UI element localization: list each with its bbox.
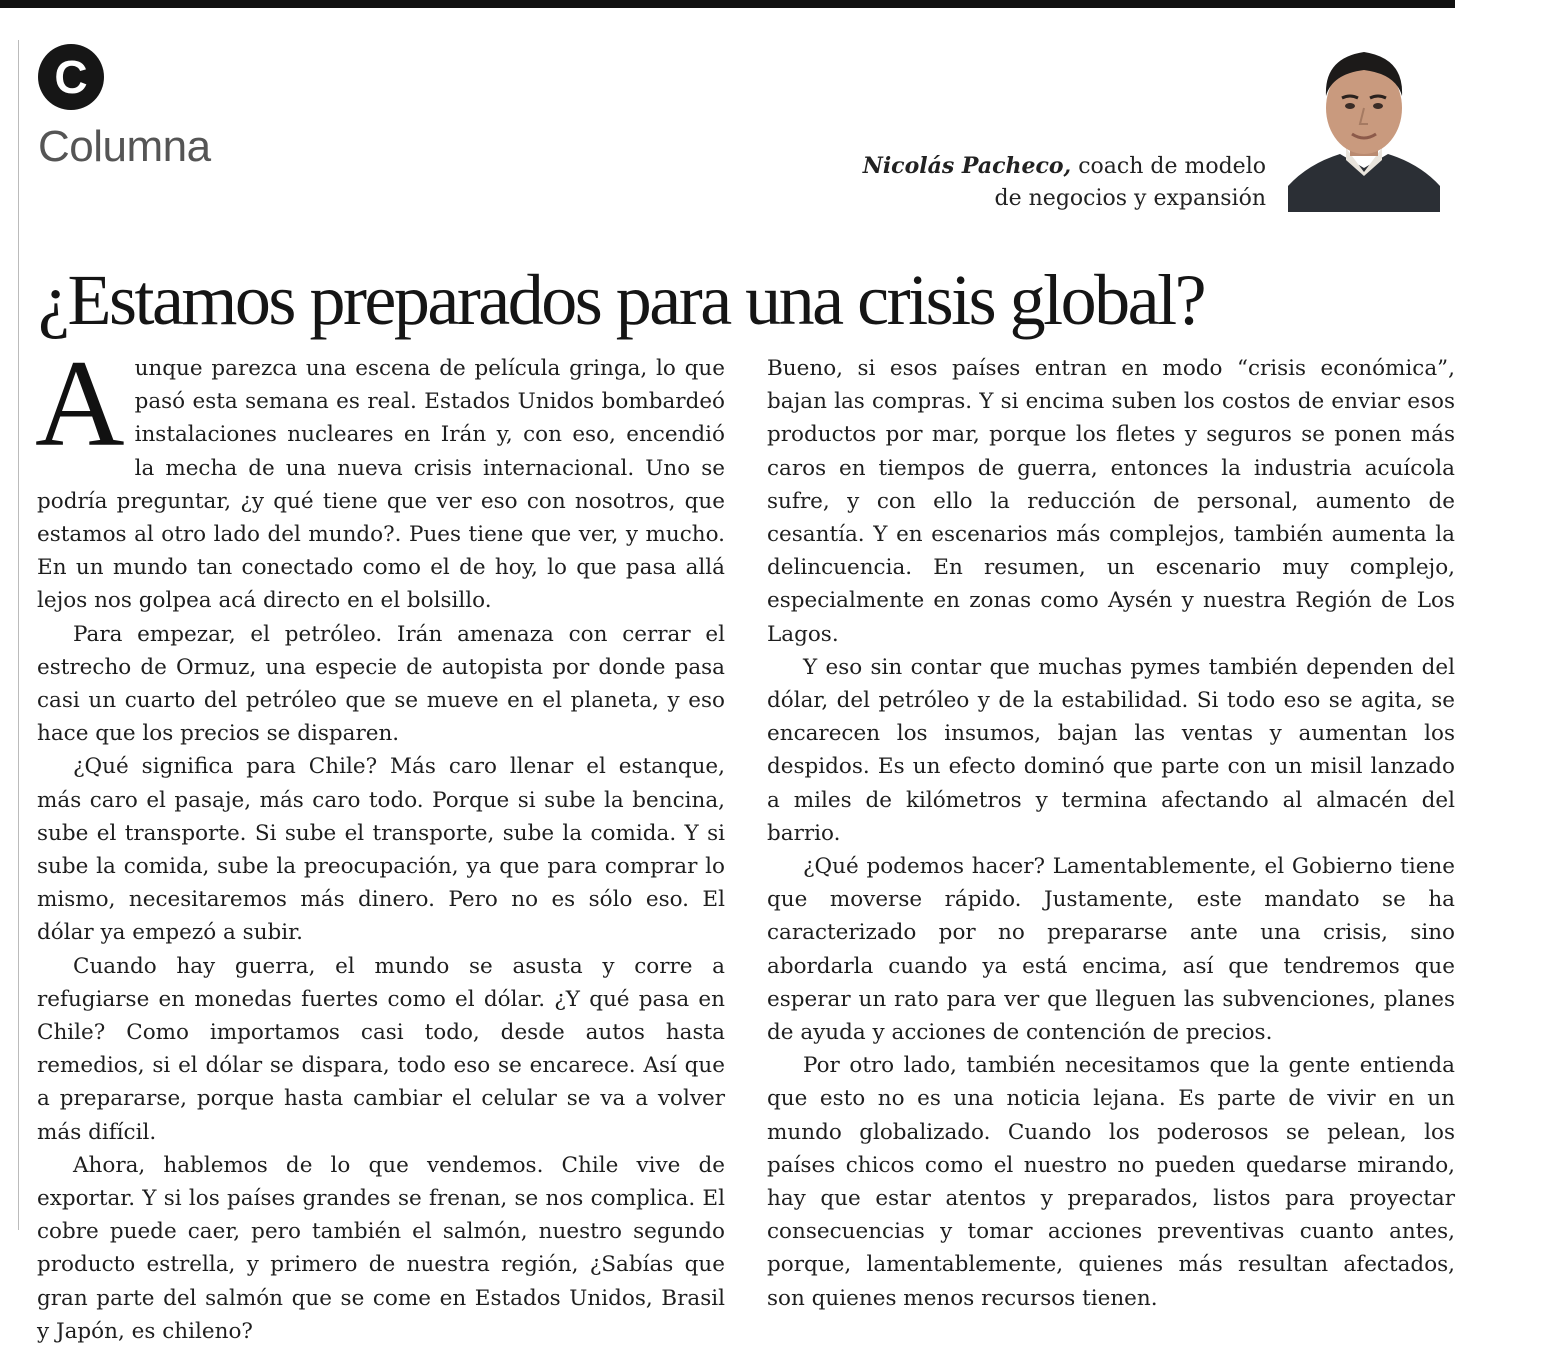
author-byline (863, 150, 1266, 215)
author-photo (1288, 36, 1440, 212)
author-role-line2: de negocios y expansión (994, 186, 1266, 211)
section-badge-letter: C (54, 51, 88, 103)
article-paragraph: Ahora, hablemos de lo que vendemos. Chile vive de exportar. Y si los países grandes se frenan, se nos complica. El cobre puede caer, pero también el salmón, nuestro segundo producto estrella, y primero de nuestra región, ¿Sabías que gran parte del salmón que se come en Estados Unidos, Brasil y Japón, es chileno? (37, 1152, 725, 1344)
article-paragraph: Por otro lado, también necesitamos que la gente entienda que esto no es una noticia lejana. Es parte de vivir en un mundo globalizado. Cuando los poderosos se pelean, los países chicos como el nuestro no pueden quedarse mirando, hay que estar atentos y preparados, listos para proyectar consecuencias y tomar acciones preventivas cuanto antes, porque, lamentablemente, quienes más resultan afectados, son quienes menos recursos tienen. (767, 1053, 1455, 1311)
drop-cap: A (35, 335, 125, 472)
article-paragraph: Cuando hay guerra, el mundo se asusta y corre a refugiarse en monedas fuertes como el dólar. ¿Y qué pasa en Chile? Como importamos casi todo, desde autos hasta remedios, si el dólar se dispara, todo eso se encarece. Así que a prepararse, porque hasta cambiar el celular se va a volver más difícil. (37, 953, 725, 1145)
section-label: Columna (38, 122, 211, 171)
article-column-left (35, 335, 725, 1348)
article-paragraph: ¿Qué podemos hacer? Lamentablemente, el Gobierno tiene que moverse rápido. Justamente, este mandato se ha caracterizado por no prepararse ante una crisis, sino abordarla cuando ya está encima, así que tendremos que esperar un rato para ver que lleguen las subvenciones, planes de ayuda y acciones de contención de precios. (767, 854, 1455, 1046)
author-name: Nicolás Pacheco, (862, 153, 1072, 179)
top-rule (0, 0, 1455, 8)
article-paragraph: Bueno, si esos países entran en modo “crisis económica”, bajan las compras. Y si encima suben los costos de enviar esos productos por mar, porque los fletes y seguros se ponen más caros en tiempos de guerra, entonces la industria acuícola sufre, y con ello la reducción de personal, aumento de cesantía. Y en escenarios más complejos, también aumenta la delincuencia. En resumen, un escenario muy complejo, especialmente en zonas como Aysén y nuestra Región de Los Lagos. (767, 356, 1455, 647)
article-paragraph: Para empezar, el petróleo. Irán amenaza con cerrar el estrecho de Ormuz, una especie de autopista por donde pasa casi un cuarto del petróleo que se mueve en el planeta, y eso hace que los precios se disparen. (37, 621, 725, 747)
article-paragraph: Y eso sin contar que muchas pymes también dependen del dólar, del petróleo y de la estabilidad. Si todo eso se agita, se encarecen los insumos, bajan las ventas y aumentan los despidos. Es un efecto dominó que parte con un misil lanzado a miles de kilómetros y termina afectando al almacén del barrio. (767, 654, 1455, 846)
article-paragraph: ¿Qué significa para Chile? Más caro llenar el estanque, más caro el pasaje, más caro todo. Porque si sube la bencina, sube el transporte. Si sube el transporte, sube la comida. Y si sube la comida, sube la preocupación, ya que para comprar lo mismo, necesitaremos más dinero. Pero no es sólo eso. El dólar ya empezó a subir. (37, 754, 725, 946)
column-rule (18, 40, 19, 1230)
author-role-line1: coach de modelo (1078, 154, 1266, 179)
paragraph-text: unque parezca una escena de película gringa, lo que pasó esta semana es real. Estados Unidos bombardeó instalaciones nucleares en Irán y, con eso, encendió la mecha de una nueva crisis internacional. Uno se podría preguntar, ¿y qué tiene que ver eso con nosotros, que estamos al otro lado del mundo?. Pues tiene que ver, y mucho. En un mundo tan conectado como el de hoy, lo que pasa allá lejos nos golpea acá directo en el bolsillo. (37, 356, 725, 614)
article-paragraph (35, 335, 725, 618)
article-column-right (767, 352, 1455, 1315)
article-headline: ¿Estamos preparados para una crisis global? (38, 260, 1205, 340)
section-badge (38, 44, 104, 110)
